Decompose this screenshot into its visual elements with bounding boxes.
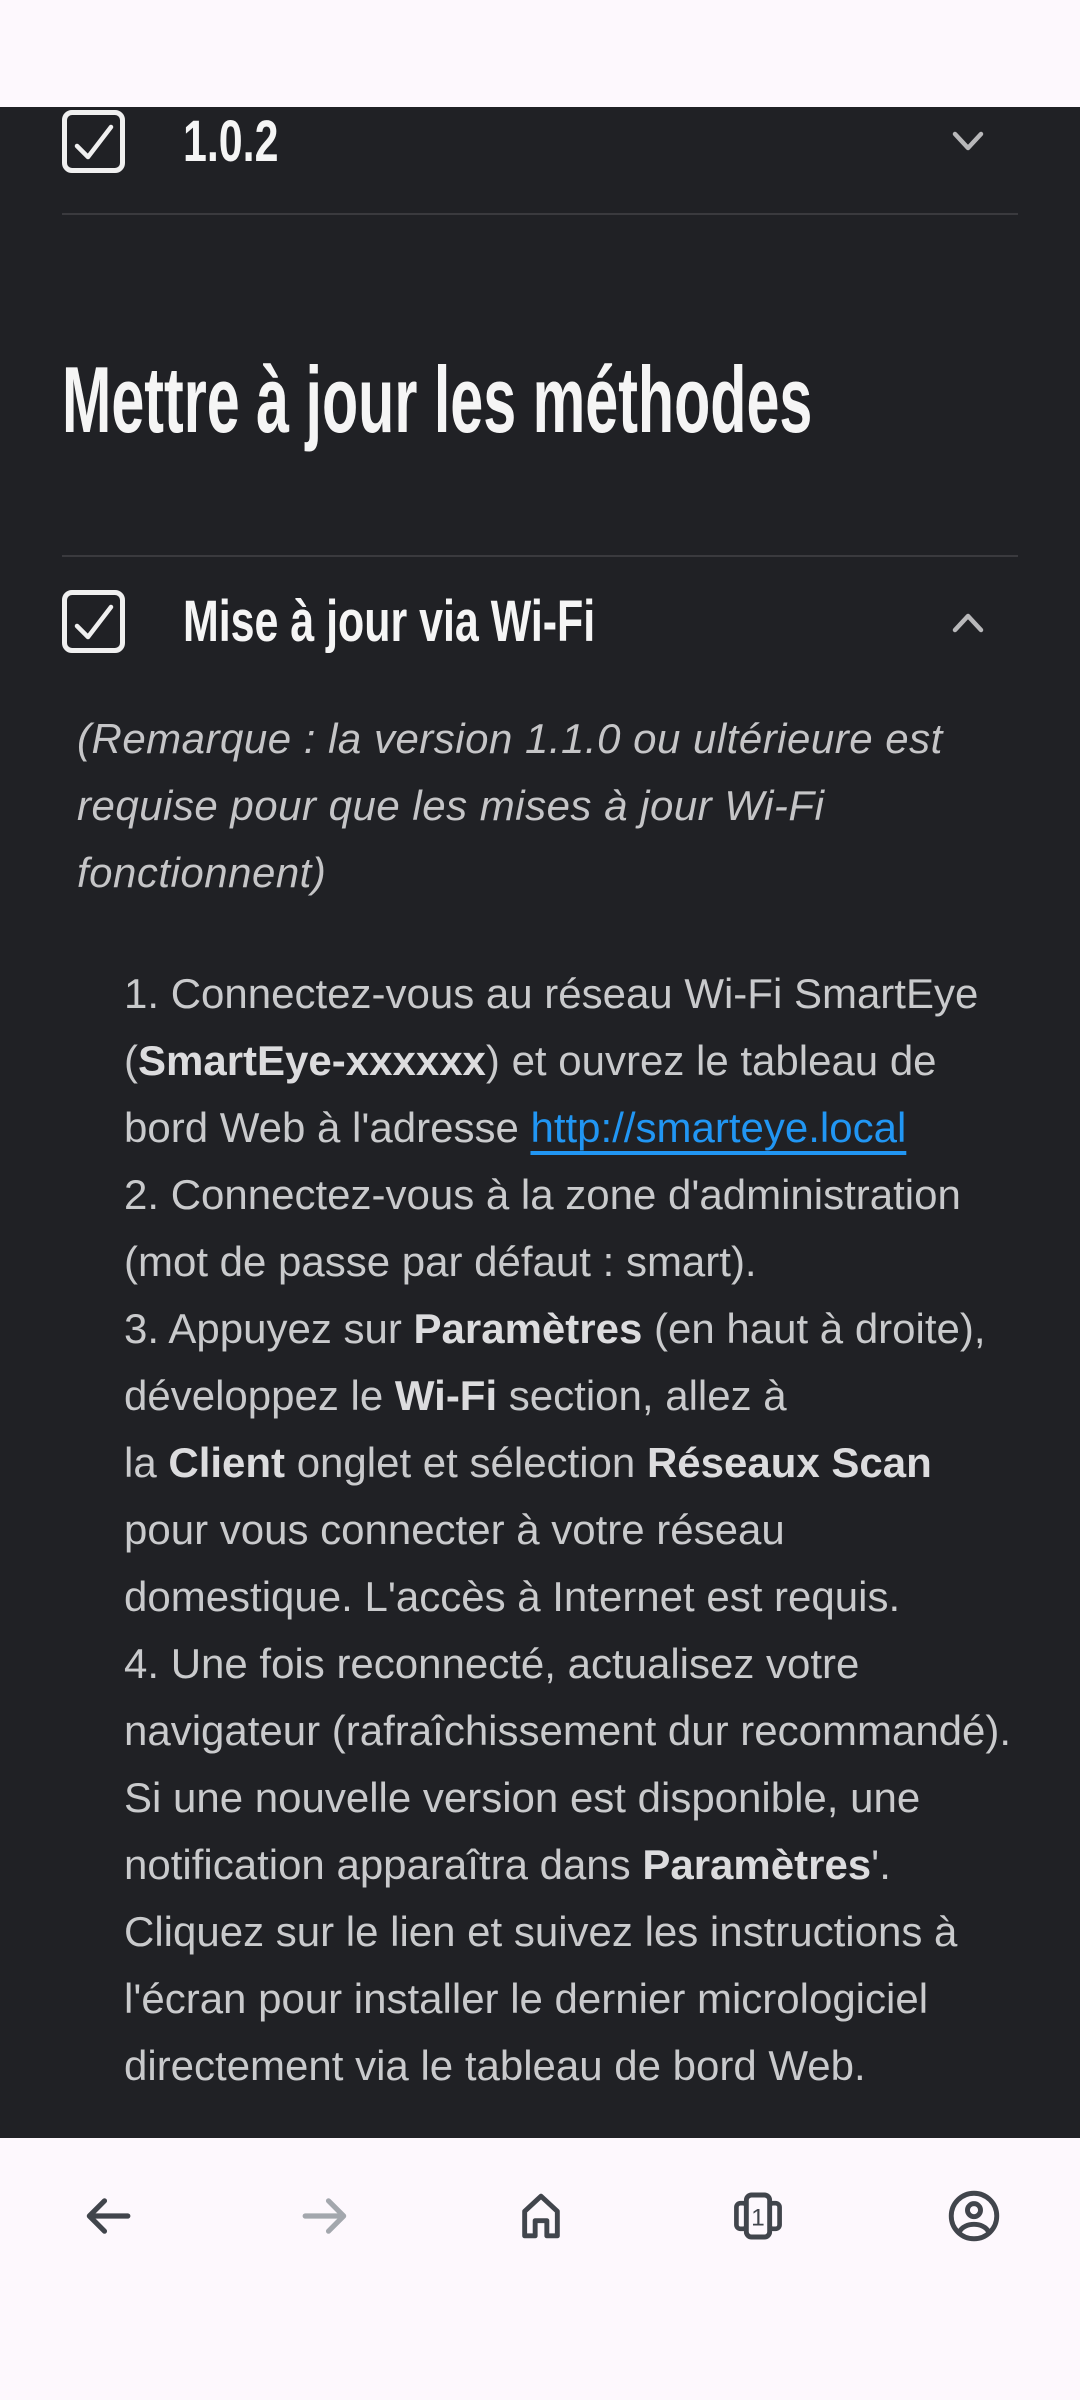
back-arrow-icon (80, 2188, 136, 2244)
accordion-header-1-0-2[interactable] (62, 107, 1018, 173)
chevron-down-icon (948, 129, 988, 155)
smarteye-local-link[interactable]: http://smarteye.local (530, 1104, 907, 1151)
page-content (0, 107, 1080, 2138)
checkbox-1-0-2[interactable] (62, 110, 125, 173)
tabs-button[interactable] (722, 2180, 794, 2252)
home-icon (513, 2188, 569, 2244)
step-text: 2. Connectez-vous à la zone d'administration (mot de passe par défaut : smart). (124, 1171, 961, 1285)
step-text: 4. Une fois reconnecté, actualisez votre navigateur (rafraîchissement dur recommandé). Si une nouvelle version est disponible, une notification apparaîtra dans (124, 1640, 1012, 1888)
back-button[interactable] (72, 2180, 144, 2252)
step-text: section, allez à (497, 1372, 787, 1419)
checkmark-icon (71, 122, 117, 162)
section-label-wifi-update: Mise à jour via Wi-Fi (183, 589, 596, 654)
version-note: (Remarque : la version 1.1.0 ou ultérieure est requise pour que les mises à jour Wi-Fi fonctionnent) (77, 715, 943, 896)
step-text: (en haut à droite), développez le (124, 1305, 986, 1419)
step-text: 3. Appuyez sur (124, 1305, 414, 1352)
step-item (124, 1161, 1016, 1295)
account-icon (946, 2188, 1002, 2244)
step-text: onglet et sélection (285, 1439, 647, 1486)
page-title: Mettre à jour les méthodes (62, 347, 813, 452)
tab-count: 1 (750, 2204, 765, 2232)
status-bar (0, 0, 1080, 107)
step-text-bold: Wi-Fi (394, 1372, 498, 1419)
chevron-up-icon (948, 609, 988, 635)
step-text: '. Cliquez sur le lien et suivez les instructions à l'écran pour installer le dernier micrologiciel directement via le tableau de bord Web. (124, 1841, 958, 2089)
accordion-header-wifi-update[interactable] (62, 590, 1018, 653)
home-button[interactable] (505, 2180, 577, 2252)
step-text: 1. Connectez-vous au réseau Wi-Fi SmartEye ( (124, 970, 979, 1084)
forward-arrow-icon (297, 2188, 353, 2244)
profile-button[interactable] (938, 2180, 1010, 2252)
step-text-bold: Paramètres (642, 1841, 872, 1888)
checkmark-icon (71, 602, 117, 642)
tab-counter-icon (730, 2188, 786, 2244)
step-text: pour vous connecter à votre réseau domestique. L'accès à Internet est requis. (124, 1506, 901, 1620)
step-text-bold: Client (168, 1439, 286, 1486)
divider (62, 213, 1018, 215)
step-text-bold: Réseaux Scan (646, 1439, 932, 1486)
step-text: ) et ouvrez le tableau de bord Web à l'adresse (124, 1037, 937, 1151)
section-label-1-0-2: 1.0.2 (183, 109, 279, 174)
step-text-bold: SmartEye-xxxxxx (138, 1037, 486, 1084)
forward-button[interactable] (289, 2180, 361, 2252)
steps-list (124, 960, 1016, 2099)
step-text-bold: Paramètres (413, 1305, 643, 1352)
step-text: la (124, 1439, 169, 1486)
divider (62, 555, 1018, 557)
step-item (124, 1295, 1016, 1630)
browser-toolbar (0, 2138, 1080, 2400)
step-item (124, 1630, 1016, 2099)
checkbox-wifi-update[interactable] (62, 590, 125, 653)
step-item (124, 960, 1016, 1161)
